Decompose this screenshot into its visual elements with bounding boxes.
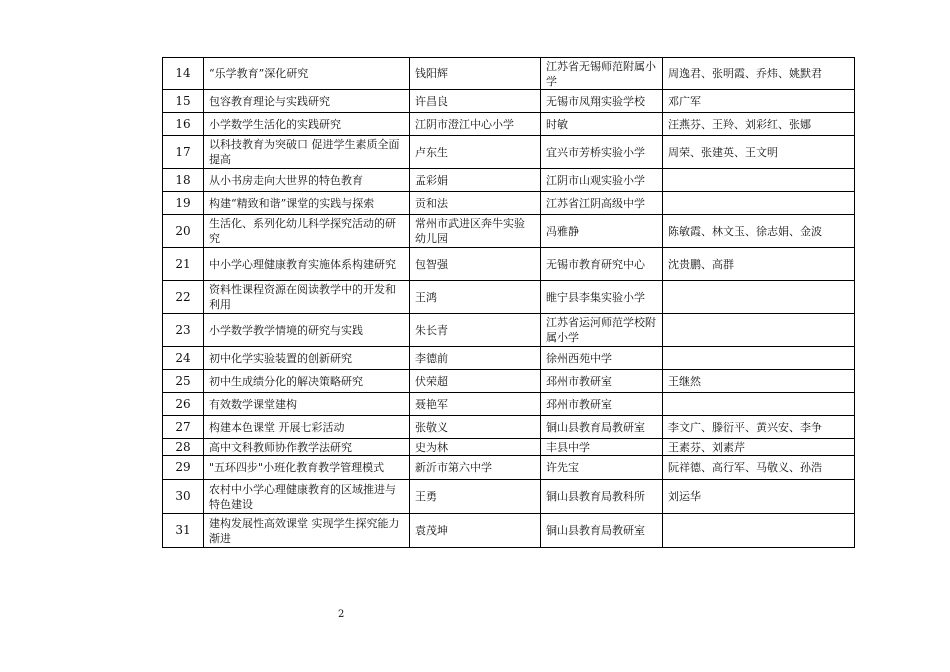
- project-title: 构建本色课堂 开展七彩活动: [204, 416, 410, 439]
- project-members: [663, 514, 855, 548]
- project-org: 丰县中学: [541, 439, 663, 456]
- row-number: 20: [163, 215, 204, 248]
- project-leader: 卢东生: [410, 136, 541, 169]
- project-members: 王继然: [663, 370, 855, 393]
- row-number: 26: [163, 393, 204, 416]
- table-row: [163, 480, 855, 514]
- row-number: 15: [163, 90, 204, 113]
- project-leader: 许昌良: [410, 90, 541, 113]
- project-leader: 钱阳辉: [410, 58, 541, 90]
- project-title: 资料性课程资源在阅读教学中的开发和利用: [204, 281, 410, 314]
- project-members: 沈贵鹏、高群: [663, 248, 855, 281]
- table-row: [163, 393, 855, 416]
- row-number: 14: [163, 58, 204, 90]
- project-leader: 孟彩娟: [410, 169, 541, 192]
- project-members: 王素芬、刘素芹: [663, 439, 855, 456]
- row-number: 17: [163, 136, 204, 169]
- project-org: 冯雅静: [541, 215, 663, 248]
- project-leader: 李德前: [410, 347, 541, 370]
- page-number: 2: [338, 609, 345, 620]
- project-org: 徐州西苑中学: [541, 347, 663, 370]
- project-leader: 江阴市澄江中心小学: [410, 113, 541, 136]
- project-members: 周荣、张建英、王文明: [663, 136, 855, 169]
- table-row: [163, 456, 855, 480]
- project-org: 江苏省江阴高级中学: [541, 192, 663, 215]
- project-title: 包容教育理论与实践研究: [204, 90, 410, 113]
- project-title: 高中文科教师协作教学法研究: [204, 439, 410, 456]
- table-row: [163, 58, 855, 90]
- project-title: 从小书房走向大世界的特色教育: [204, 169, 410, 192]
- project-leader: 袁茂坤: [410, 514, 541, 548]
- project-table-body: [163, 58, 855, 548]
- row-number: 27: [163, 416, 204, 439]
- row-number: 18: [163, 169, 204, 192]
- project-title: 有效数学课堂建构: [204, 393, 410, 416]
- project-title: 小学数学教学情境的研究与实践: [204, 314, 410, 347]
- row-number: 23: [163, 314, 204, 347]
- project-org: 江苏省无锡师范附属小学: [541, 58, 663, 90]
- project-org: 睢宁县李集实验小学: [541, 281, 663, 314]
- project-title: "五环四步"小班化教育教学管理模式: [204, 456, 410, 480]
- project-title: “乐学教育”深化研究: [204, 58, 410, 90]
- table-row: [163, 113, 855, 136]
- project-members: 刘运华: [663, 480, 855, 514]
- row-number: 25: [163, 370, 204, 393]
- project-org: 许先宝: [541, 456, 663, 480]
- row-number: 31: [163, 514, 204, 548]
- project-leader: 聂艳军: [410, 393, 541, 416]
- row-number: 22: [163, 281, 204, 314]
- project-leader: 张敬义: [410, 416, 541, 439]
- project-leader: 王勇: [410, 480, 541, 514]
- table-row: [163, 347, 855, 370]
- table-row: [163, 514, 855, 548]
- row-number: 21: [163, 248, 204, 281]
- project-org: 铜山县教育局教研室: [541, 514, 663, 548]
- project-members: [663, 347, 855, 370]
- project-leader: 常州市武进区奔牛实验幼儿园: [410, 215, 541, 248]
- project-title: 以科技教育为突破口 促进学生素质全面提高: [204, 136, 410, 169]
- table-row: [163, 248, 855, 281]
- row-number: 19: [163, 192, 204, 215]
- project-members: 周逸君、张明霞、乔炜、姚默君: [663, 58, 855, 90]
- project-members: [663, 169, 855, 192]
- table-row: [163, 136, 855, 169]
- row-number: 16: [163, 113, 204, 136]
- row-number: 29: [163, 456, 204, 480]
- project-leader: 新沂市第六中学: [410, 456, 541, 480]
- project-members: 邓广军: [663, 90, 855, 113]
- project-title: 农村中小学心理健康教育的区域推进与特色建设: [204, 480, 410, 514]
- project-table: [162, 57, 855, 548]
- table-row: [163, 439, 855, 456]
- project-members: [663, 393, 855, 416]
- project-leader: 史为林: [410, 439, 541, 456]
- project-title: 初中生成绩分化的解决策略研究: [204, 370, 410, 393]
- project-leader: 朱长青: [410, 314, 541, 347]
- table-row: [163, 90, 855, 113]
- project-org: 宜兴市芳桥实验小学: [541, 136, 663, 169]
- project-org: 铜山县教育局教研室: [541, 416, 663, 439]
- project-org: 铜山县教育局教科所: [541, 480, 663, 514]
- project-org: 邳州市教研室: [541, 370, 663, 393]
- project-members: [663, 281, 855, 314]
- project-title: 生活化、系列化幼儿科学探究活动的研究: [204, 215, 410, 248]
- project-title: 中小学心理健康教育实施体系构建研究: [204, 248, 410, 281]
- project-org: 江阴市山观实验小学: [541, 169, 663, 192]
- table-row: [163, 281, 855, 314]
- table-row: [163, 169, 855, 192]
- row-number: 24: [163, 347, 204, 370]
- project-title: 构建“精致和谐”课堂的实践与探索: [204, 192, 410, 215]
- project-members: [663, 314, 855, 347]
- project-org: 无锡市教育研究中心: [541, 248, 663, 281]
- table-row: [163, 314, 855, 347]
- project-org: 邳州市教研室: [541, 393, 663, 416]
- project-leader: 贡和法: [410, 192, 541, 215]
- project-members: 李文广、滕衍平、黄兴安、李争: [663, 416, 855, 439]
- table-row: [163, 215, 855, 248]
- project-leader: 伏荣超: [410, 370, 541, 393]
- project-org: 无锡市凤翔实验学校: [541, 90, 663, 113]
- project-leader: 包智强: [410, 248, 541, 281]
- project-org: 时敏: [541, 113, 663, 136]
- row-number: 28: [163, 439, 204, 456]
- table-row: [163, 192, 855, 215]
- project-title: 建构发展性高效课堂 实现学生探究能力渐进: [204, 514, 410, 548]
- project-members: 汪燕芬、王羚、刘彩红、张娜: [663, 113, 855, 136]
- project-title: 小学数学生活化的实践研究: [204, 113, 410, 136]
- project-leader: 王鸿: [410, 281, 541, 314]
- table-row: [163, 416, 855, 439]
- row-number: 30: [163, 480, 204, 514]
- project-org: 江苏省运河师范学校附属小学: [541, 314, 663, 347]
- project-title: 初中化学实验装置的创新研究: [204, 347, 410, 370]
- project-members: 陈敏霞、林文玉、徐志娟、金波: [663, 215, 855, 248]
- project-members: 阮祥德、高行军、马敬义、孙浩: [663, 456, 855, 480]
- table-row: [163, 370, 855, 393]
- project-members: [663, 192, 855, 215]
